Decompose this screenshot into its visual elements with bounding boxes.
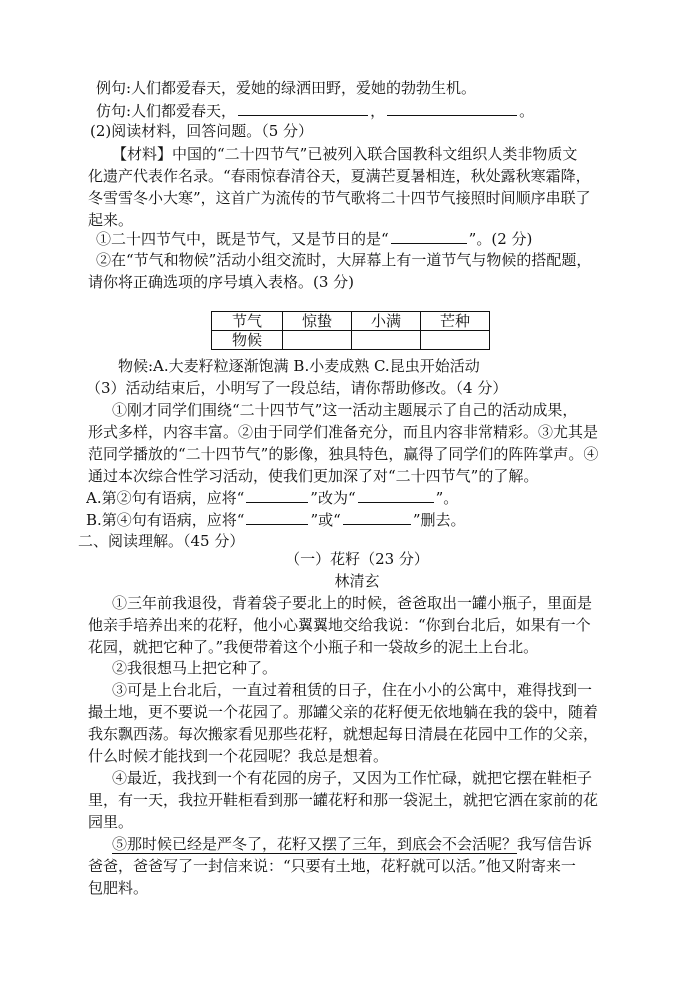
- sub-question-1: ①二十四节气中，既是节气，又是节日的是“ ”。(2 分): [96, 227, 634, 249]
- summary-line: ①刚才同学们围绕“二十四节气”这一活动主题展示了自己的活动成果，: [112, 401, 578, 419]
- sub-question-2: 请你将正确选项的序号填入表格。(3 分): [88, 273, 355, 291]
- imitation-prefix: 仿句:人们都爱春天，: [96, 102, 237, 120]
- imitation-blank-1[interactable]: [238, 99, 368, 116]
- fix-a: A.第②句有语病，应将“ ”改为“ ”。: [86, 486, 624, 508]
- imitation-sentence: 仿句:人们都爱春天， ， 。: [96, 99, 634, 121]
- table-row-label: 物候: [212, 331, 283, 350]
- article-author: 林清玄: [334, 572, 380, 590]
- article-line: 撮土地，更不要说一个花园了。那罐父亲的花籽便无依地躺在我的袋中，随着: [88, 703, 599, 721]
- article-line: 园里。: [88, 813, 134, 831]
- article-line: 包肥料。: [88, 879, 149, 897]
- article-line: 他亲手培养出来的花籽，他小心翼翼地交给我说：“你到台北后，如果有一个: [88, 616, 591, 634]
- answer-blank[interactable]: [391, 227, 467, 244]
- material-line: 起来。: [88, 211, 134, 229]
- answer-blank[interactable]: [343, 508, 411, 525]
- table-row: [212, 312, 490, 331]
- article-line: 花园，就把它种了。”我便带着这个小瓶子和一袋故乡的泥土上台北。: [88, 638, 539, 656]
- article-line: ③可是上台北后，一直过着租赁的日子，住在小小的公寓中，难得找到一: [112, 681, 593, 699]
- article-line: ④最近，我找到一个有花园的房子，又因为工作忙碌，就把它摆在鞋柜子: [112, 769, 593, 787]
- material-line: 冬雪雪冬小大寒”，这首广为流传的节气歌将二十四节气接照时间顺序串联了: [88, 189, 591, 207]
- article-line: ⑤那时候已经是严冬了，花籽又摆了三年，到底会不会活呢？我写信告诉: [112, 835, 593, 853]
- question-3-heading: （3）活动结束后，小明写了一段总结，请你帮助修改。（4 分）: [86, 379, 508, 397]
- article-line: ②我很想马上把它种了。: [112, 659, 278, 677]
- table-header-cell: 节气: [212, 312, 283, 331]
- question-2-heading: (2)阅读材料，回答问题。（5 分）: [90, 122, 314, 140]
- section-heading: 二、阅读理解。（45 分）: [78, 532, 245, 550]
- phenology-options: 物候:A.大麦籽粒逐渐饱满 B.小麦成熟 C.昆虫开始活动: [118, 357, 480, 375]
- imitation-blank-2[interactable]: [387, 99, 517, 116]
- table-row: [212, 331, 490, 350]
- example-sentence: 例句:人们都爱春天，爱她的绿洒田野，爱她的勃勃生机。: [96, 79, 477, 97]
- summary-line: 通过本次综合性学习活动，使我们更加深了对“二十四节气”的了解。: [88, 467, 539, 485]
- article-title: （一）花籽（23 分）: [285, 550, 429, 568]
- table-header-cell: 惊蛰: [283, 312, 352, 331]
- article-line: ①三年前我退役，背着袋子要北上的时候，爸爸取出一罐小瓶子，里面是: [112, 594, 593, 612]
- summary-line: 范同学播放的“二十四节气”的影像，独具特色，赢得了同学们的阵阵掌声。④: [88, 445, 599, 463]
- answer-cell[interactable]: [421, 331, 490, 350]
- underlined-sentence: ⑤那时候已经是严冬了，花籽又摆了三年，到底会不会活呢？: [112, 835, 518, 853]
- article-line: 里，有一天，我拉开鞋柜看到那一罐花籽和那一袋泥土，就把它洒在家前的花: [88, 791, 599, 809]
- answer-blank[interactable]: [246, 508, 308, 525]
- fix-b: B.第④句有语病，应将“ ”或“ ”删去。: [86, 508, 624, 530]
- table-header-cell: 小满: [352, 312, 421, 331]
- answer-cell[interactable]: [283, 331, 352, 350]
- table-header-cell: 芒种: [421, 312, 490, 331]
- answer-cell[interactable]: [352, 331, 421, 350]
- article-line: 爸爸，爸爸写了一封信来说：“只要有土地，花籽就可以活。”他又附寄来一: [88, 857, 576, 875]
- article-line: 我东飘西荡。每次搬家看见那些花籽，就想起每日清晨在花园中工作的父亲，: [88, 725, 599, 743]
- answer-blank[interactable]: [246, 486, 308, 503]
- answer-blank[interactable]: [358, 486, 434, 503]
- sub-question-2: ②在“节气和物候”活动小组交流时，大屏幕上有一道节气与物候的搭配题，: [96, 251, 592, 269]
- material-line: 【材料】中国的“二十四节气”已被列入联合国教科文组织人类非物质文: [112, 145, 578, 163]
- summary-line: 形式多样，内容丰富。②由于同学们准备充分，而且内容非常精彩。③尤其是: [88, 423, 599, 441]
- solar-terms-table: [211, 311, 490, 350]
- material-line: 化遗产代表作名录。“春雨惊春清谷天，夏满芒夏暑相连，秋处露秋寒霜降，: [88, 167, 591, 185]
- article-line: 什么时候才能找到一个花园呢？我总是想着。: [88, 747, 389, 765]
